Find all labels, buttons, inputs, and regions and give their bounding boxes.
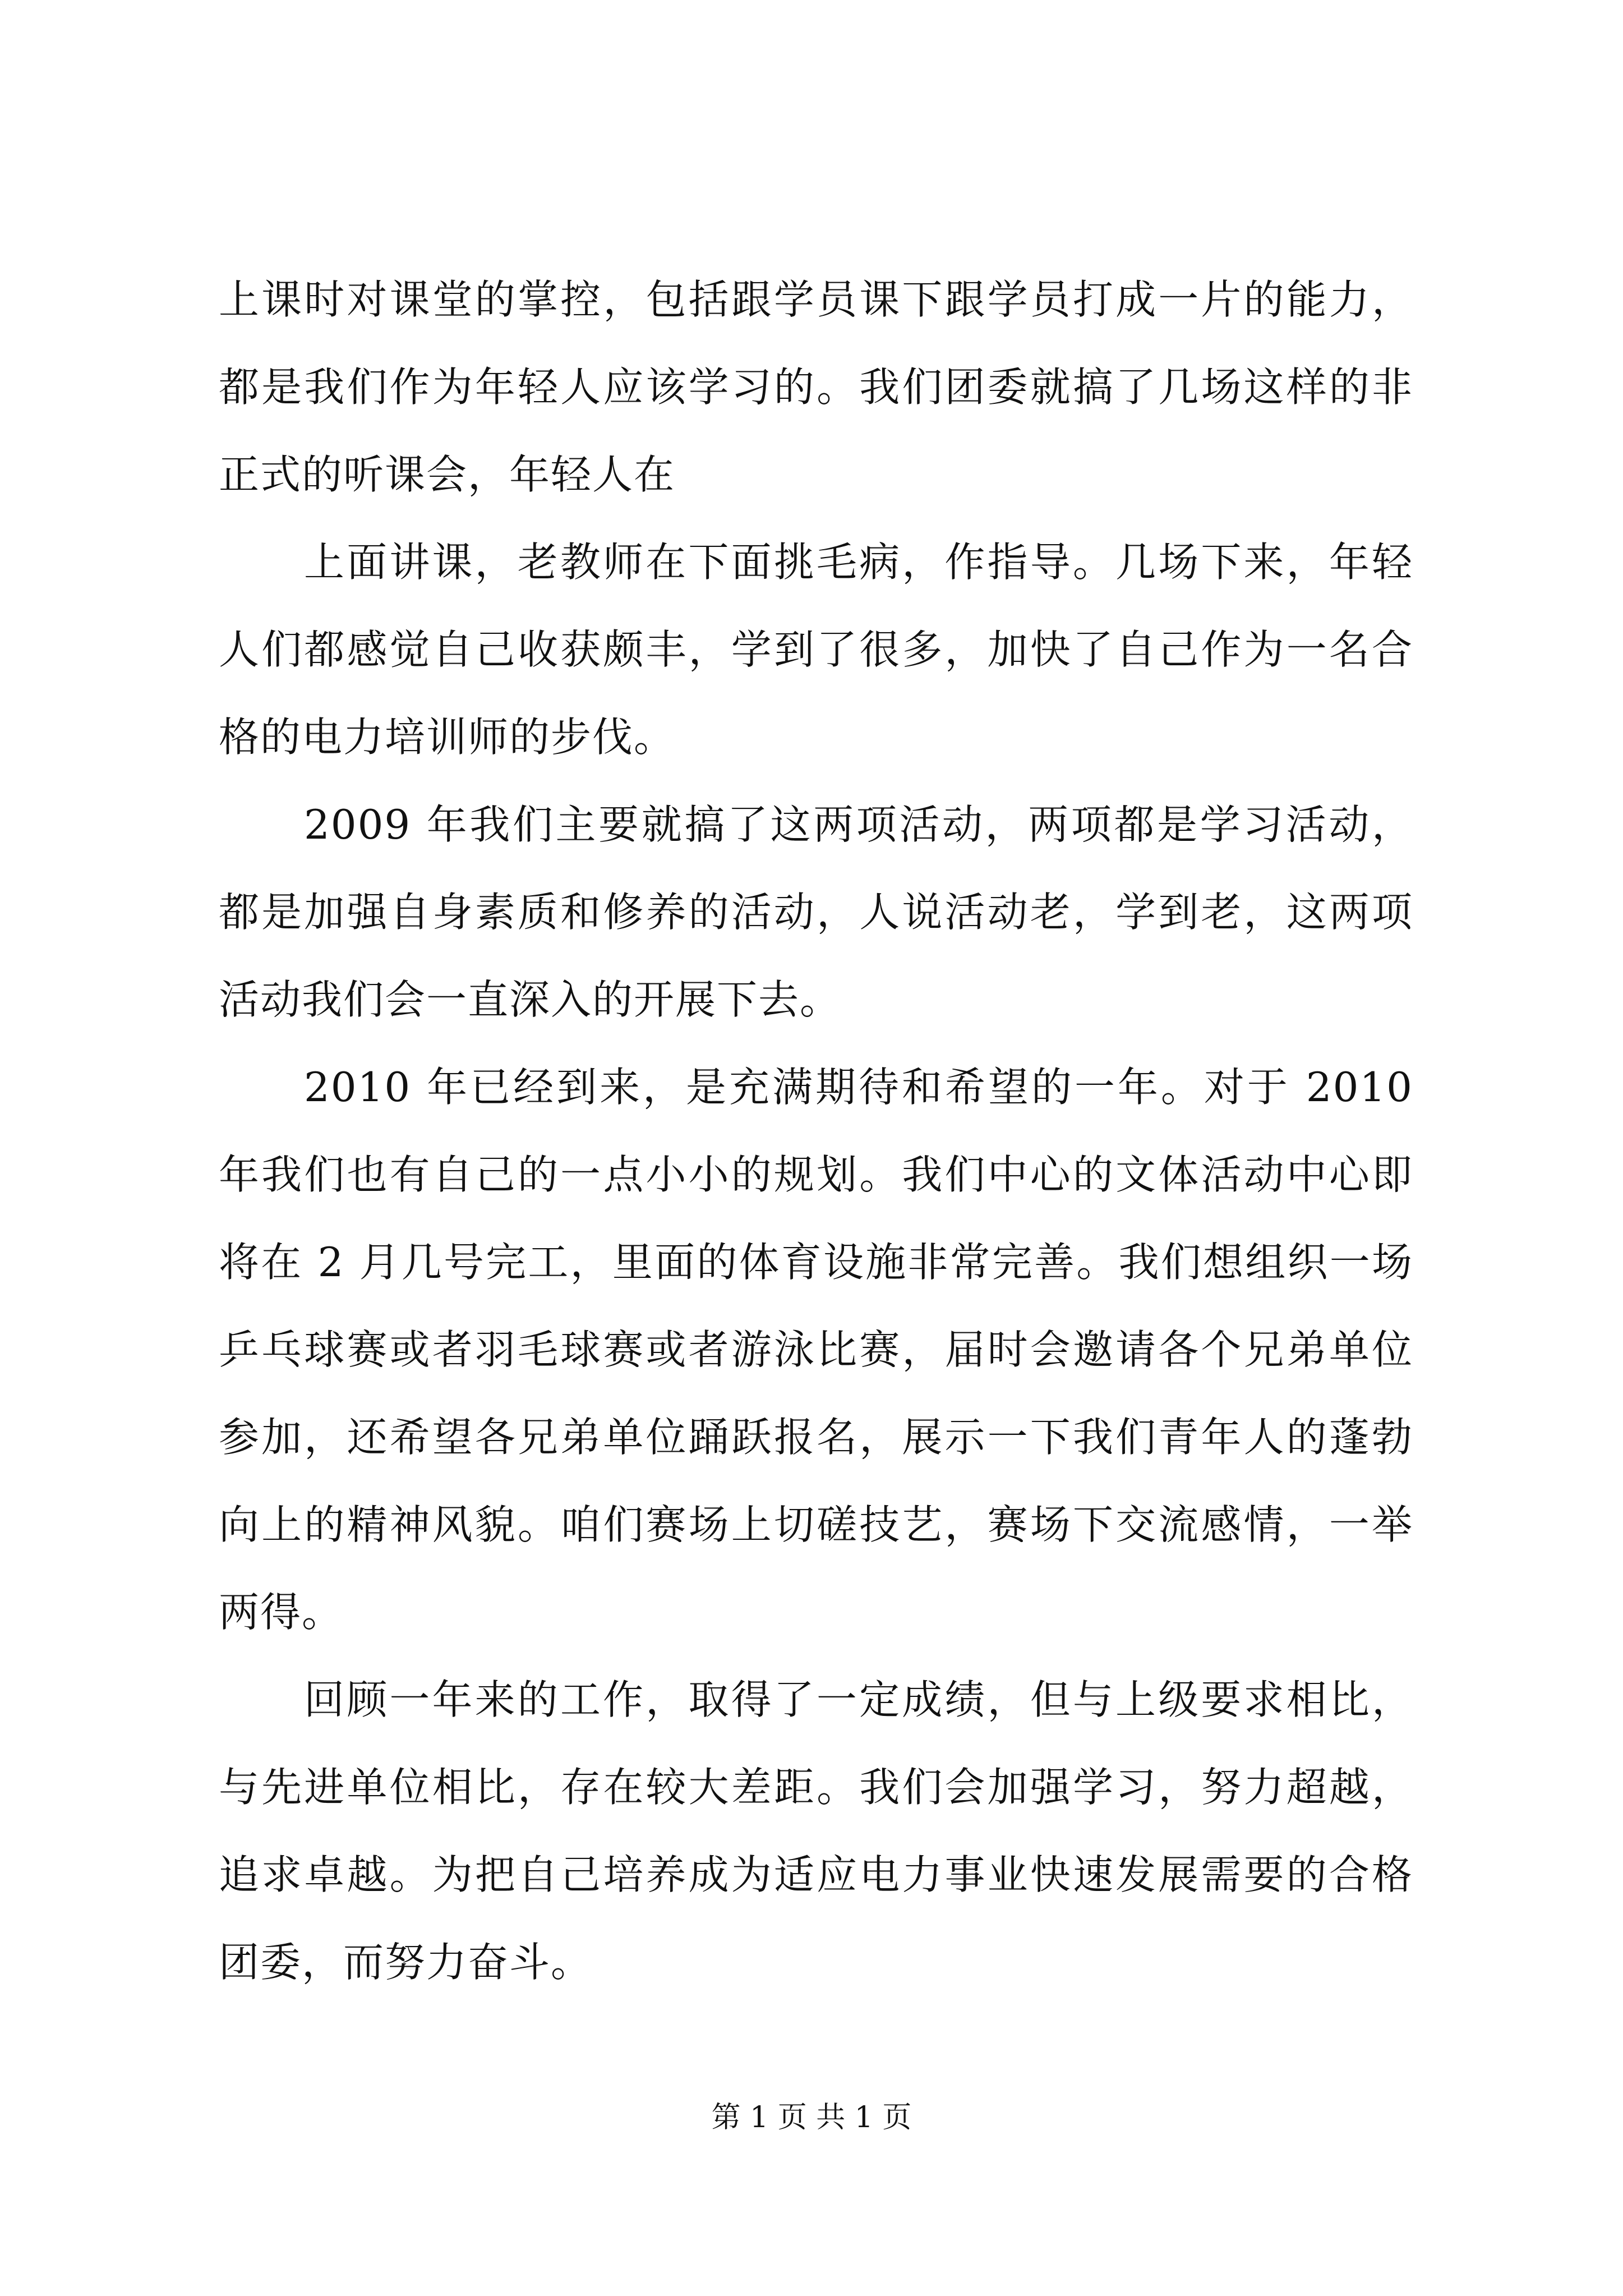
paragraph-5: 回顾一年来的工作，取得了一定成绩，但与上级要求相比，与先进单位相比，存在较大差距。我们会加强学习，努力超越，追求卓越。为把自己培养成为适应电力事业快速发展需要的合格团委，而努力奋斗。 <box>219 1676 1413 1986</box>
paragraph-2: 上面讲课，老教师在下面挑毛病，作指导。几场下来，年轻人们都感觉自己收获颇丰，学到了很多，加快了自己作为一名合格的电力培训师的步伐。 <box>219 539 1413 761</box>
paragraph-3: 2009 年我们主要就搞了这两项活动，两项都是学习活动，都是加强自身素质和修养的活动，人说活动老，学到老，这两项活动我们会一直深入的开展下去。 <box>219 801 1413 1023</box>
paragraph-1: 上课时对课堂的掌控，包括跟学员课下跟学员打成一片的能力，都是我们作为年轻人应该学习的。我们团委就搞了几场这样的非正式的听课会，年轻人在 <box>219 276 1413 498</box>
paragraph-4: 2010 年已经到来，是充满期待和希望的一年。对于 2010 年我们也有自己的一点小小的规划。我们中心的文体活动中心即将在 2 月几号完工，里面的体育设施非常完善。我们想组织一场乒乓球赛或者羽毛球赛或者游泳比赛，届时会邀请各个兄弟单位参加，还希望各兄弟单位踊跃报名，展示一下我们青年人的蓬勃向上的精神风貌。咱们赛场上切磋技艺，赛场下交流感情，一举两得。 <box>219 1064 1413 1636</box>
document-body <box>219 256 1413 2006</box>
page-footer: 第 1 页 共 1 页 <box>711 2101 912 2134</box>
